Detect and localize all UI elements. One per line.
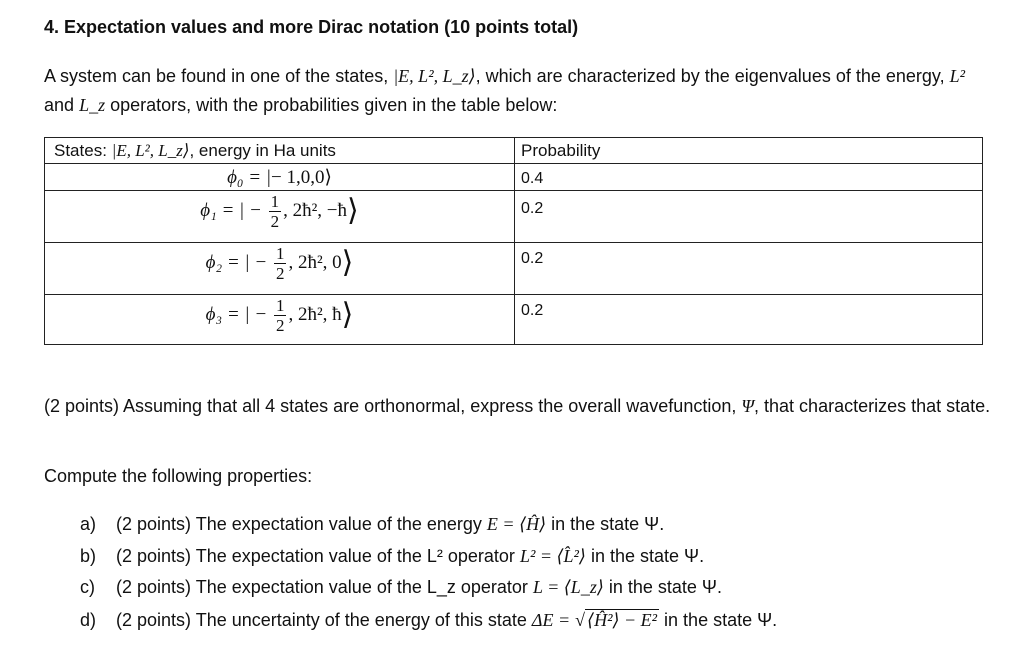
row-divider	[45, 242, 982, 243]
state-symbol: |E, L², L_z⟩	[393, 66, 476, 86]
table-row-probability: 0.2	[521, 302, 544, 319]
question-item: c) (2 points) The expectation value of the L_z operator L = ⟨L_z⟩ in the state Ψ.	[80, 577, 722, 597]
l2-symbol: L²	[949, 66, 966, 86]
table-row-probability: 0.4	[521, 170, 544, 187]
intro-text-3: operators, with the probabilities given in the table below:	[110, 95, 558, 115]
fraction: $\frac{1}{2}$	[275, 296, 285, 335]
intro-text-1: A system can be found in one of the states,	[44, 66, 389, 86]
table-row-state: ϕ₁ = | − $\frac{1}{2}$ , 2ħ², −ħ⟩	[200, 192, 359, 231]
table-row-probability: 0.2	[521, 200, 544, 217]
row-divider	[45, 294, 982, 295]
question-item: b) (2 points) The expectation value of the L² operator L² = ⟨L̂²⟩ in the state Ψ.	[80, 546, 705, 566]
header-states: States: |E, L², L_z⟩, energy in Ha units	[54, 141, 336, 160]
states-table	[44, 137, 983, 345]
intro-text-2: , which are characterized by the eigenvalues of the energy,	[475, 66, 945, 86]
row-divider	[45, 163, 982, 164]
table-row-probability: 0.2	[521, 250, 544, 267]
compute-heading: Compute the following properties:	[44, 466, 313, 486]
lz-symbol: L_z	[79, 95, 106, 115]
table-row-state: ϕ₀ = |− 1,0,0⟩	[227, 167, 332, 188]
problem-title: 4. Expectation values and more Dirac notation (10 points total)	[44, 17, 579, 37]
wavefunction-question: (2 points) Assuming that all 4 states are orthonormal, express the overall wavefunction, Ψ, that characterizes that state.	[44, 396, 991, 416]
header-probability: Probability	[521, 141, 601, 160]
column-divider	[514, 138, 515, 344]
table-row-state: ϕ₃ = | − $\frac{1}{2}$ , 2ħ², ħ⟩	[205, 296, 354, 335]
sqrt-expression: ⟨Ĥ²⟩ − E²	[587, 610, 658, 630]
intro-paragraph	[44, 62, 994, 120]
fraction: $\frac{1}{2}$	[270, 192, 280, 231]
question-item: d) (2 points) The uncertainty of the energy of this state ΔE = √ ⟨Ĥ²⟩ − E² in the state Ψ.	[80, 610, 778, 630]
intro-and: and	[44, 95, 75, 115]
table-row-state: ϕ₂ = | − $\frac{1}{2}$ , 2ħ², 0⟩	[205, 244, 354, 283]
row-divider	[45, 190, 982, 191]
question-item: a) (2 points) The expectation value of the energy E = ⟨Ĥ⟩ in the state Ψ.	[80, 514, 665, 534]
fraction: $\frac{1}{2}$	[275, 244, 285, 283]
